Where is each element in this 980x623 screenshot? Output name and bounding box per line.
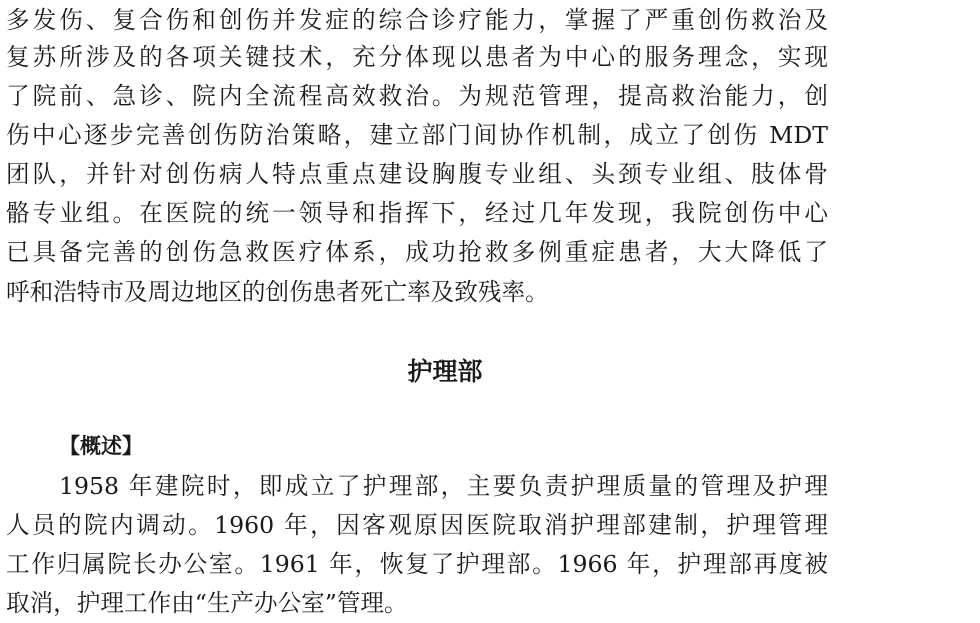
body-text-line: 伤中心逐步完善创伤防治策略，建立部门间协作机制，成立了创伤 MDT (6, 121, 828, 149)
subsection-title: 【概述】 (59, 434, 143, 458)
body-text-line: 骼专业组。在医院的统一领导和指挥下，经过几年发现，我院创伤中心 (6, 199, 828, 227)
body-text-line: 多发伤、复合伤和创伤并发症的综合诊疗能力，掌握了严重创伤救治及 (6, 6, 828, 34)
body-text-line: 呼和浩特市及周边地区的创伤患者死亡率及致残率。 (6, 278, 549, 306)
body-text-line: 工作归属院长办公室。1961 年，恢复了护理部。1966 年，护理部再度被 (6, 550, 828, 578)
body-text-line: 复苏所涉及的各项关键技术，充分体现以患者为中心的服务理念，实现 (6, 43, 828, 71)
body-text-line: 人员的院内调动。1960 年，因客观原因医院取消护理部建制，护理管理 (6, 511, 828, 539)
body-text-line: 团队，并针对创伤病人特点重点建设胸腹专业组、头颈专业组、肢体骨 (6, 160, 828, 188)
body-text-line: 1958 年建院时，即成立了护理部，主要负责护理质量的管理及护理 (59, 472, 828, 500)
section-title: 护理部 (407, 357, 483, 386)
body-text-line: 已具备完善的创伤急救医疗体系，成功抢救多例重症患者，大大降低了 (6, 238, 828, 266)
body-text-line: 取消，护理工作由“生产办公室”管理。 (6, 589, 408, 617)
body-text-line: 了院前、急诊、院内全流程高效救治。为规范管理，提高救治能力，创 (6, 82, 828, 110)
